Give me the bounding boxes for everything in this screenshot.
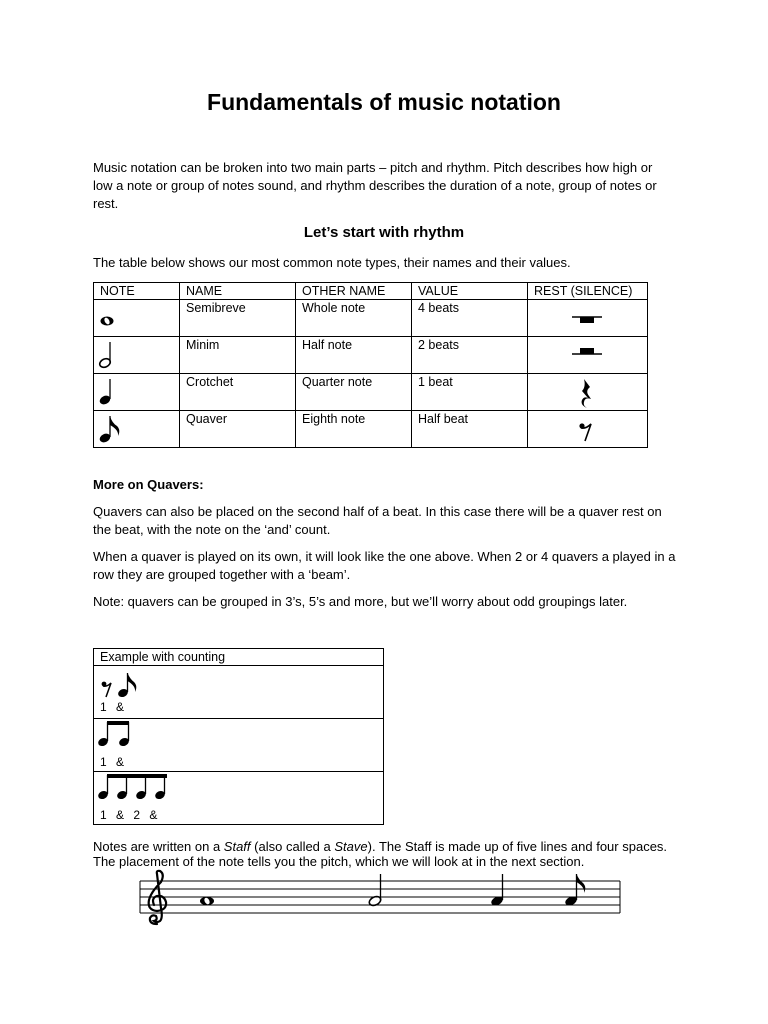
staff-text-before: Notes are written on a bbox=[93, 839, 224, 854]
note-name: Minim bbox=[180, 337, 296, 374]
example-rest-quaver bbox=[94, 666, 384, 719]
staff-text-line2: The placement of the note tells you the pitch, which we will look at in the next section. bbox=[93, 854, 585, 869]
semibreve-icon bbox=[94, 300, 180, 337]
beamed-quavers-icon bbox=[94, 719, 385, 771]
table-row bbox=[94, 374, 648, 411]
crotchet-rest-icon bbox=[528, 374, 648, 411]
rhythm-heading: Let’s start with rhythm bbox=[303, 224, 465, 241]
counting-example-table bbox=[93, 648, 384, 825]
staff-text-after: ). The Staff is made up of five lines and four spaces. bbox=[367, 839, 668, 854]
minim-note-icon bbox=[368, 874, 382, 907]
quavers-paragraph-2: When a quaver is played on its own, it will look like the one above. When 2 or 4 quavers a played in a row they are grouped together with a ‘beam’. bbox=[93, 549, 676, 582]
header-value: VALUE bbox=[412, 283, 528, 300]
minim-icon bbox=[94, 337, 180, 374]
note-name: Semibreve bbox=[180, 300, 296, 337]
count-label: 1 & bbox=[100, 755, 125, 769]
staff-text-middle: (also called a bbox=[250, 839, 335, 854]
table-intro: The table below shows our most common note types, their names and their values. bbox=[93, 255, 571, 270]
note-other-name: Half note bbox=[296, 337, 412, 374]
note-value: 4 beats bbox=[412, 300, 528, 337]
quavers-heading: More on Quavers: bbox=[93, 477, 204, 492]
example-header-row bbox=[94, 649, 384, 666]
semibreve-rest-icon bbox=[528, 300, 648, 337]
example-two-quavers bbox=[94, 719, 384, 772]
rest-then-quaver-icon bbox=[94, 666, 385, 718]
quaver-rest-icon bbox=[528, 411, 648, 448]
table-row bbox=[94, 337, 648, 374]
staff-paragraph bbox=[93, 839, 683, 869]
table-row bbox=[94, 719, 384, 772]
minim-rest-icon bbox=[528, 337, 648, 374]
table-header-row bbox=[94, 283, 648, 300]
header-other-name: OTHER NAME bbox=[296, 283, 412, 300]
quaver-icon bbox=[94, 411, 180, 448]
example-four-quavers bbox=[94, 772, 384, 825]
quavers-paragraph-3: Note: quavers can be grouped in 3’s, 5’s and more, but we’ll worry about odd groupings later. bbox=[93, 594, 628, 609]
header-rest: REST (SILENCE) bbox=[528, 283, 648, 300]
quavers-paragraph-1: Quavers can also be placed on the second half of a beat. In this case there will be a quaver rest on the beat, with the note on the ‘and’ count. bbox=[93, 504, 662, 537]
example-header: Example with counting bbox=[94, 649, 384, 666]
note-other-name: Whole note bbox=[296, 300, 412, 337]
quaver-note-icon bbox=[564, 874, 585, 907]
count-label: 1 & bbox=[100, 700, 125, 714]
table-row bbox=[94, 411, 648, 448]
header-note: NOTE bbox=[94, 283, 180, 300]
header-name: NAME bbox=[180, 283, 296, 300]
staff-word: Staff bbox=[223, 839, 251, 854]
table-row bbox=[94, 300, 648, 337]
note-other-name: Eighth note bbox=[296, 411, 412, 448]
note-value: 2 beats bbox=[412, 337, 528, 374]
page-title: Fundamentals of music notation bbox=[207, 89, 561, 115]
music-staff bbox=[135, 868, 635, 930]
note-value: 1 beat bbox=[412, 374, 528, 411]
table-row bbox=[94, 772, 384, 825]
semibreve-note-icon bbox=[200, 897, 214, 906]
note-name: Quaver bbox=[180, 411, 296, 448]
count-label: 1 & 2 & bbox=[100, 808, 158, 822]
crotchet-icon bbox=[94, 374, 180, 411]
note-other-name: Quarter note bbox=[296, 374, 412, 411]
table-row bbox=[94, 666, 384, 719]
intro-paragraph: Music notation can be broken into two main parts – pitch and rhythm. Pitch describes how high or low a note or group of notes sound, and rhythm describes the duration of a note, group of notes or rest. bbox=[93, 160, 657, 211]
note-name: Crotchet bbox=[180, 374, 296, 411]
stave-word: Stave bbox=[334, 839, 368, 854]
crotchet-note-icon bbox=[490, 874, 504, 907]
note-types-table bbox=[93, 282, 648, 448]
note-value: Half beat bbox=[412, 411, 528, 448]
